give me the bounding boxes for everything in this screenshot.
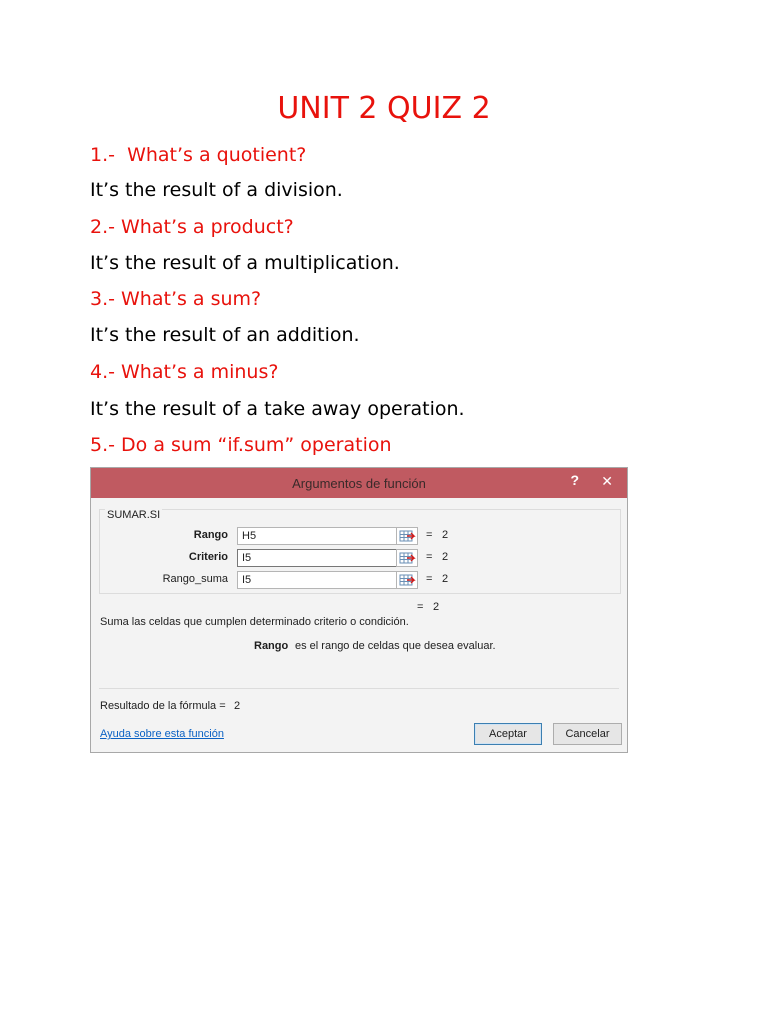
function-arguments-dialog <box>90 467 628 753</box>
function-description: Suma las celdas que cumplen determinado criterio o condición. <box>100 616 409 628</box>
rango-input[interactable]: H5 <box>237 527 398 545</box>
question-2: 2.- What’s a product? <box>90 216 294 238</box>
overall-result: 2 <box>433 601 440 613</box>
arguments-group <box>99 509 621 594</box>
arg-equals: = <box>426 551 433 563</box>
question-4: 4.- What’s a minus? <box>90 361 279 383</box>
arg-label-rango: Rango <box>193 529 228 541</box>
divider <box>99 688 619 689</box>
formula-result-value: 2 <box>234 700 241 712</box>
cancel-button[interactable]: Cancelar <box>553 723 622 745</box>
arg-label-criterio: Criterio <box>188 551 228 563</box>
help-link[interactable]: Ayuda sobre esta función <box>100 728 224 740</box>
function-name: SUMAR.SI <box>107 509 161 521</box>
answer-4: It’s the result of a take away operation. <box>90 398 465 420</box>
dialog-titlebar <box>91 468 627 498</box>
question-1: 1.- What’s a quotient? <box>90 144 307 166</box>
arg-label-rango-suma: Rango_suma <box>162 573 228 585</box>
arg-description: es el rango de celdas que desea evaluar. <box>295 640 496 652</box>
arg-result-rango: 2 <box>442 529 449 541</box>
rango-suma-input[interactable]: I5 <box>237 571 398 589</box>
page-title: UNIT 2 QUIZ 2 <box>277 91 491 126</box>
question-3: 3.- What’s a sum? <box>90 288 262 310</box>
formula-result-label: Resultado de la fórmula = <box>100 700 226 712</box>
help-icon[interactable]: ? <box>570 472 579 488</box>
ok-button[interactable]: Aceptar <box>474 723 542 745</box>
arg-result-rango-suma: 2 <box>442 573 449 585</box>
overall-equals: = <box>417 601 424 613</box>
arg-result-criterio: 2 <box>442 551 449 563</box>
range-select-icon[interactable] <box>396 571 418 589</box>
question-5: 5.- Do a sum “if.sum” operation <box>90 434 392 456</box>
arg-description-name: Rango <box>254 640 289 652</box>
criterio-input[interactable]: I5 <box>237 549 398 567</box>
answer-2: It’s the result of a multiplication. <box>90 252 400 274</box>
arg-equals: = <box>426 529 433 541</box>
arg-equals: = <box>426 573 433 585</box>
answer-1: It’s the result of a division. <box>90 179 343 201</box>
close-icon[interactable]: ✕ <box>601 473 613 489</box>
dialog-title: Argumentos de función <box>292 476 426 491</box>
range-select-icon[interactable] <box>396 549 418 567</box>
answer-3: It’s the result of an addition. <box>90 324 360 346</box>
range-select-icon[interactable] <box>396 527 418 545</box>
